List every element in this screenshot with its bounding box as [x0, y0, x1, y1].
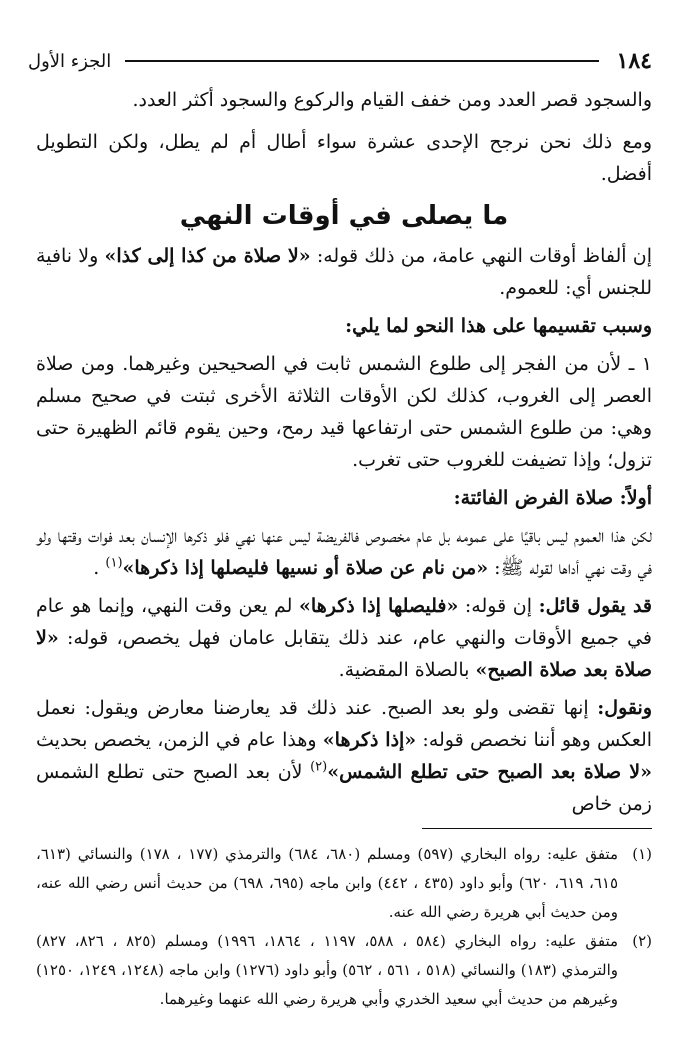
text-run: إن قوله:: [458, 595, 539, 617]
text-run: إن ألفاظ أوقات النهي عامة، من ذلك قوله:: [310, 245, 653, 267]
subheading: أولاً: صلاة الفرض الفائتة:: [453, 487, 652, 509]
section-title: ما يصلى في أوقات النهي: [179, 201, 509, 231]
footnote-text: متفق عليه: رواه البخاري (٥٨٤ ، ٥٨٨، ١١٩٧ ، ١٨٦٤، ١٩٩٦) ومسلم (٨٢٥ ، ٨٢٦، ٨٢٧) والترمذي (١٨٣) والنسائي (٥١٨ ، ٥٦١ ، ٥٦٢) وأبو داود (١٢٧٦) وابن ماجه (١٢٤٨، ١٢٤٩، ١٢٥٠) وغيرهم من حديث أبي سعيد الخدري وأبي هريرة رضي الله عنهما وغيرهما.: [36, 932, 619, 1008]
hadith-quote: «لا صلاة بعد صلاة الصبح»: [36, 627, 652, 681]
text-run: وهذا عام في الزمن، يخصص بحديث: [36, 729, 323, 751]
text-run: لم يعن وقت النهي، وإنما هو عام في جميع الأوقات والنهي عام، عند ذلك يتقابل عامان فهل يخصص، قوله:: [36, 595, 652, 649]
footnote-ref[interactable]: (١): [105, 555, 123, 571]
lead-phrase: ونقول:: [597, 697, 652, 719]
header-rule: [125, 60, 598, 62]
hadith-quote: «فليصلها إذا ذكرها»: [299, 595, 459, 617]
text-run: بالصلاة المقضية.: [338, 659, 476, 681]
footnote-divider: [422, 828, 652, 829]
paragraph: [36, 240, 652, 304]
footnote-ref[interactable]: (٢): [310, 759, 328, 775]
footnote-text: متفق عليه: رواه البخاري (٥٩٧) ومسلم (٦٨٠، ٦٨٤) والترمذي (١٧٧ ، ١٧٨) والنسائي (٦١٣، ٦١٥، ٦١٩، ٦٢٠) وأبو داود (٤٣٥ ، ٤٤٢) وابن ماجه (٦٩٥، ٦٩٨) من حديث أنس رضي الله عنه، ومن حديث أبي هريرة رضي الله عنه.: [36, 845, 619, 921]
footnote-number: (١): [632, 845, 652, 863]
lead-phrase: قد يقول قائل:: [538, 595, 652, 617]
part-title: الجزء الأول: [28, 50, 112, 72]
paragraph: [36, 692, 652, 820]
text-run: إنها تقضى ولو بعد الصبح. عند ذلك قد يعارضنا معارض ويقول: نعمل العكس وهو أننا نخصص قوله:: [36, 697, 653, 751]
paragraph: [36, 590, 652, 686]
main-text: [36, 84, 652, 826]
hadith-quote: «لا صلاة بعد الصبح حتى تطلع الشمس»: [327, 761, 652, 783]
text-run: ولا نافية للجنس أي: للعموم.: [36, 245, 652, 299]
footnote: [36, 840, 652, 927]
hadith-quote: «إذا ذكرها»: [322, 729, 417, 751]
hadith-quote: «لا صلاة من كذا إلى كذا»: [104, 245, 311, 267]
footnote-number: (٢): [632, 932, 652, 950]
hadith-quote: «من نام عن صلاة أو نسيها فليصلها إذا ذكرها»: [122, 557, 489, 579]
footnote: [36, 927, 652, 1014]
paragraph: ١ ـ لأن من الفجر إلى طلوع الشمس ثابت في الصحيحين وغيرهما. ومن صلاة العصر إلى الغروب، كذلك لكن الأوقات الثلاثة الأخرى ثبتت في صحيح مسلم وهي: من طلوع الشمس حتى ارتفاعها قيد رمح، وحين يقوم قائم الظهيرة حتى تزول؛ وإذا تضيفت للغروب حتى تغرب.: [36, 353, 652, 471]
footnotes: [36, 840, 652, 1014]
paragraph: [36, 520, 652, 584]
paragraph: والسجود قصر العدد ومن خفف القيام والركوع والسجود أكثر العدد.: [132, 89, 652, 111]
paragraph: ومع ذلك نحن نرجح الإحدى عشرة سواء أطال أم لم يطل، ولكن التطويل أفضل.: [36, 131, 652, 185]
text-run: .: [93, 557, 106, 579]
text-run: لكن هذا العموم ليس باقيًا على عمومه بل عام مخصوص فالفريضة ليس عنها نهي فلو ذكرها الإنسان بعد فوات وقتها ولو في وقت نهي أداها لقوله ﷺ:: [36, 525, 652, 579]
paragraph: وسبب تقسيمها على هذا النحو لما يلي:: [345, 315, 652, 337]
page-header: [28, 46, 652, 76]
page-number: ١٨٤: [616, 48, 652, 74]
text-run: لأن بعد الصبح حتى تطلع الشمس زمن خاص: [36, 761, 652, 815]
